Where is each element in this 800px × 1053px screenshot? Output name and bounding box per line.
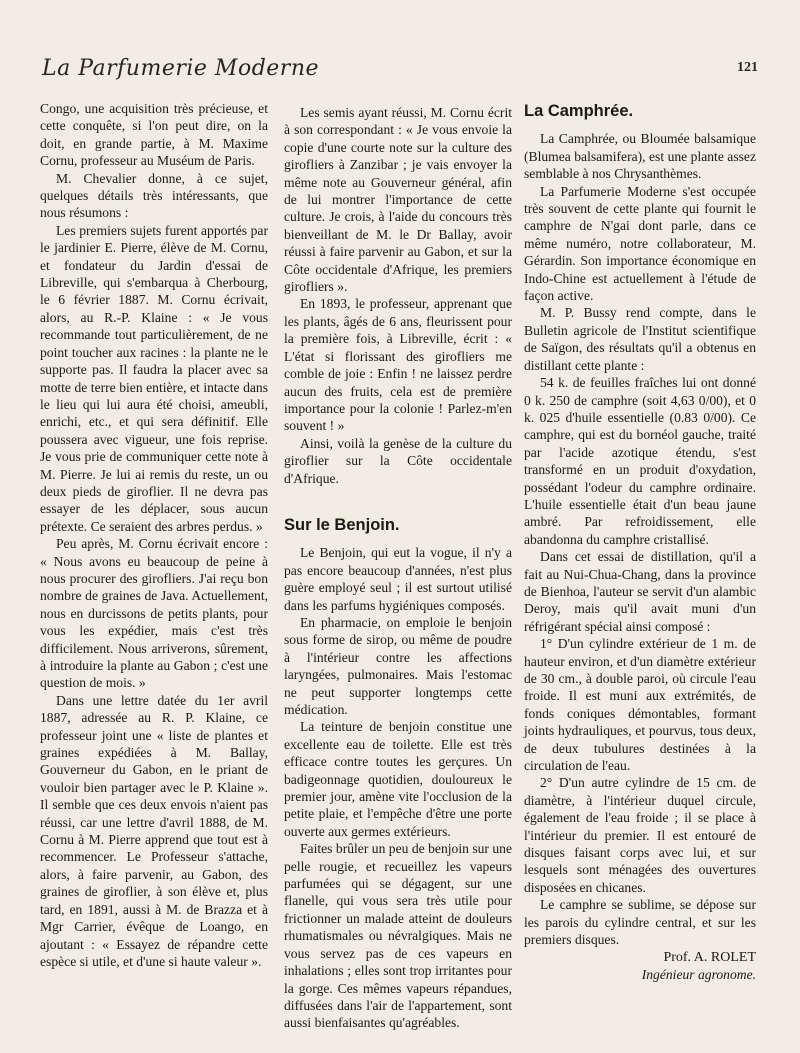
paragraph: Dans une lettre datée du 1er avril 1887, adressée au R. P. Klaine, ce professeur joint une « liste de plantes et graines expédiées à M. Ballay, Gouverneur du Gabon, en le priant de vouloir bien partager avec le P. Klaine ». Il semble que ces deux envois n'aient pas réussi, car une lettre d'avril 1888, de M. Cornu à M. Pierre apprend que tout est à recommencer. Le Professeur s'attache, alors, à faire parvenir, au Gabon, des graines de giroflier, à son élève et, plus tard, en 1891, aussi à M. de Brazza et à Mgr Carrier, évêque de Loango, en ajoutant : « Essayez de répandre cette espèce si utile, et d'une si haute valeur ». (40, 692, 268, 969)
page-header (42, 56, 758, 86)
paragraph: Ainsi, voilà la genèse de la culture du giroflier sur la Côte occidentale d'Afrique. (284, 435, 512, 486)
column-middle (284, 104, 512, 1032)
author-title: Ingénieur agronome. (641, 966, 756, 982)
magazine-logo: La Parfumerie Moderne (42, 56, 320, 81)
paragraph: Le camphre se sublime, se dépose sur les parois du cylindre central, et sur les premiers disques. (524, 897, 756, 948)
paragraph: M. P. Bussy rend compte, dans le Bulletin agricole de l'Institut scientifique de Saïgon, des résultats qu'il a obtenus en distillant cette plante : (524, 305, 756, 373)
column-left (40, 100, 268, 970)
paragraph: Le Benjoin, qui eut la vogue, il n'y a pas encore beaucoup d'années, n'est plus guère employé seul ; il est surtout utilisé dans les parfums hygiéniques composés. (284, 545, 512, 613)
page-number: 121 (737, 60, 758, 75)
paragraph: Peu après, M. Cornu écrivait encore : « Nous avons eu beaucoup de peine à nous procurer des girofliers. J'ai reçu bon nombre de graines de Java. Actuellement, nous en durcissons de petits plants, pour vous les expédier, mais c'est très difficilement. Nous arriverons, sûrement, à introduire la plante au Gabon ; c'est une question de mois. » (40, 536, 268, 691)
paragraph: 1° D'un cylindre extérieur de 1 m. de hauteur environ, et d'un diamètre extérieur de 30 cm., à double paroi, où circule l'eau froide. Il est muni aux extrémités, de fonds coniques démontables, formant joints hydrauliques, et pourvus, tous deux, de deux tubulures destinées à la circulation de l'eau. (524, 636, 756, 774)
section-title-camphree: La Camphrée. (524, 102, 634, 120)
section-title-benjoin: Sur le Benjoin. (284, 515, 400, 534)
paragraph: Congo, une acquisition très précieuse, et cette conquête, si l'on peut dire, on la doit, en grande partie, à M. Maxime Cornu, professeur au Muséum de Paris. (40, 101, 268, 169)
paragraph: La Camphrée, ou Bloumée balsamique (Blumea balsamifera), est une plante assez semblable à nos Chrysanthèmes. (524, 131, 756, 182)
paragraph: M. Chevalier donne, à ce sujet, quelques détails très intéressants, que nous résumons : (40, 170, 268, 221)
paragraph: En 1893, le professeur, apprenant que les plants, âgés de 6 ans, fleurissent pour la première fois, à Libreville, écrit : « L'état si florissant des girofliers me comble de joie : Enfin ! ne laissez perdre aucun des fruits, cela est de première importance pour la colonie ! Parlez-m'en souvent ! » (284, 296, 512, 434)
paragraph: 2° D'un autre cylindre de 15 cm. de diamètre, à l'intérieur duquel circule, également de l'eau froide ; il se place à l'intérieur du premier. Il est entouré de disques faisant corps avec lui, et sur lesquels sont ménagées des ouvertures disposées en chicanes. (524, 775, 756, 895)
author-signature: Prof. A. ROLET (663, 949, 756, 965)
paragraph: La teinture de benjoin constitue une excellente eau de toilette. Elle est très efficace contre toutes les gerçures. Un badigeonnage quotidien, douloureux le premier jour, amène vite l'occlusion de la petite plaie, et l'empêche d'être une porte ouverte aux germes extérieurs. (284, 719, 512, 839)
paragraph: Faites brûler un peu de benjoin sur une pelle rougie, et recueillez les vapeurs parfumées qui se dégagent, sur une flanelle, qui vous sera très utile pour frictionner un malade atteint de douleurs rhumatismales ou névralgiques. Mais ne vous servez pas de ces vapeurs en inhalations ; elles sont trop irritantes pour la gorge. Ces mêmes vapeurs répandues, diffusées dans l'air de l'appartement, sont aussi bienfaisantes qu'agréables. (284, 841, 512, 1031)
paragraph: En pharmacie, on emploie le benjoin sous forme de sirop, ou même de poudre à l'intérieur contre les affections laryngées, pulmonaires. Mais l'estomac ne peut supporter longtemps cette médication. (284, 614, 512, 717)
paragraph: Dans cet essai de distillation, qu'il a fait au Nui-Chua-Chang, dans la province de Bienhoa, l'auteur se servit d'un alambic Deroy, mais qu'il avait muni d'un réfrigérant spécial ainsi composé : (524, 549, 756, 634)
paragraph: Les semis ayant réussi, M. Cornu écrit à son correspondant : « Je vous envoie la copie d'une courte note sur la culture des girofliers à Zanzibar ; je vais envoyer la même note au Gouverneur général, afin de lui montrer l'importance de cette culture. Je crois, à l'aide du concours très bienveillant de M. le Dr Ballay, avoir réussi à faire parvenir au Gabon, et sur la Côte occidentale d'Afrique, les premiers girofliers ». (284, 105, 512, 295)
paragraph: 54 k. de feuilles fraîches lui ont donné 0 k. 250 de camphre (soit 4,63 0/00), et 0 k. 025 d'huile essentielle (0.83 0/00). Ce camphre, qui est du bornéol gauche, traité par l'acide azotique étendu, s'est transformé en un produit d'oxydation, possédant l'odeur du camphre ordinaire. L'huile essentielle était d'un beau jaune ambré. Par refroidissement, elle abandonna du camphre cristallisé. (524, 375, 756, 547)
paragraph: La Parfumerie Moderne s'est occupée très souvent de cette plante qui fournit le camphre de N'gai dont parle, dans ce même numéro, notre collaborateur, M. Gérardin. Son importance économique en Indo-Chine est actuellement à l'étude de façon active. (524, 183, 756, 304)
column-right (524, 103, 756, 983)
paragraph: Les premiers sujets furent apportés par le jardinier E. Pierre, élève de M. Cornu, et fondateur du Jardin d'essai de Libreville, qui s'embarqua à Cherbourg, le 6 février 1887. M. Cornu écrivait, alors, au R.-P. Klaine : « Je vous recommande tout particulièrement, de ne point toucher aux racines : la plante ne le supporte pas. Il faudra la placer avec sa motte de terre bien entière, et intacte dans le lieu qui lui aura été choisi, ameubli, enrichi, etc., et qui sera définitif. Elle poussera avec vigueur, une fois reprise. Je vous prie de communiquer cette note à M. Pierre. Je lui ai remis du reste, un ou deux pieds de giroflier. Il ne devra pas essayer de les déplacer, sous aucun prétexte. Ce seraient des arbres perdus. » (40, 222, 268, 534)
